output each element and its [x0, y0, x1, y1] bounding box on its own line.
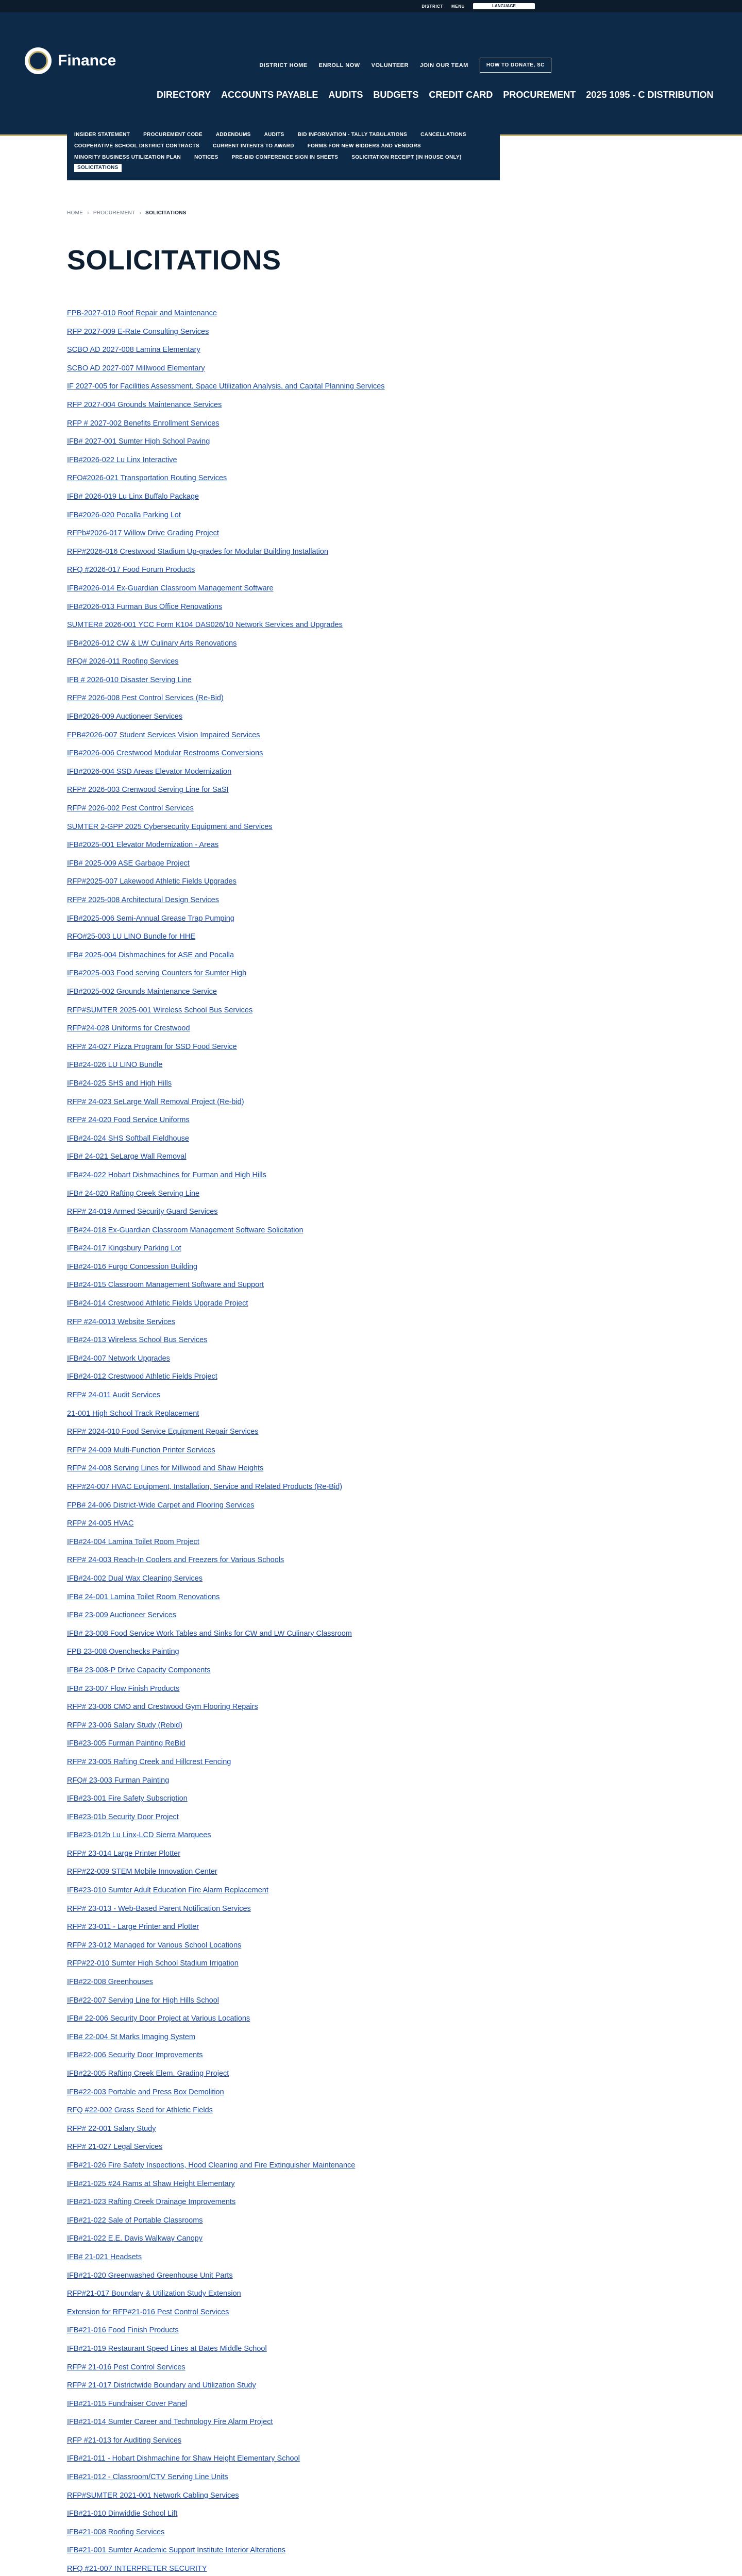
district-seal-icon: [25, 47, 52, 74]
list-item: [67, 1867, 385, 1885]
solicitation-link[interactable]: IFB#23-01b Security Door Project: [67, 1812, 179, 1821]
solicitation-link[interactable]: RFP# 24-020 Food Service Uniforms: [67, 1116, 190, 1125]
list-item: [67, 1977, 385, 1995]
solicitation-link[interactable]: IFB # 2026-010 Disaster Serving Line: [67, 675, 192, 684]
solicitation-link[interactable]: IFB#21-022 E.E. Davis Walkway Canopy: [67, 2234, 203, 2243]
solicitation-link[interactable]: RFP# 2026-008 Pest Control Services (Re-Bid): [67, 694, 224, 703]
list-item: [67, 2435, 385, 2454]
solicitation-link[interactable]: IFB# 24-020 Rafting Creek Serving Line: [67, 1189, 200, 1198]
solicitation-link[interactable]: IFB#22-006 Security Door Improvements: [67, 2051, 203, 2060]
util-district-link[interactable]: DISTRICT: [421, 4, 444, 9]
language-select[interactable]: LANGUAGE: [473, 3, 535, 9]
list-item: [67, 2564, 385, 2576]
solicitation-link[interactable]: RFP# 23-011 - Large Printer and Plotter: [67, 1923, 199, 1931]
solicitation-link[interactable]: IFB#22-008 Greenhouses: [67, 1978, 153, 1987]
nav-audits[interactable]: AUDITS: [328, 90, 363, 100]
solicitation-link[interactable]: RFP# 22-001 Salary Study: [67, 2124, 156, 2133]
list-item: [67, 418, 385, 437]
solicitation-link[interactable]: Extension for RFP#21-016 Pest Control Services: [67, 2308, 229, 2316]
site-header: [0, 12, 742, 136]
donate-button[interactable]: HOW TO DONATE, SC: [480, 58, 551, 73]
procurement-submenu: [67, 126, 500, 180]
list-item: [67, 1133, 385, 1152]
solicitation-link[interactable]: IFB# 24-001 Lamina Toilet Room Renovations: [67, 1592, 220, 1601]
solicitation-link[interactable]: RFP# 2026-002 Pest Control Services: [67, 804, 194, 813]
solicitation-link[interactable]: IFB# 23-008-P Drive Capacity Components: [67, 1666, 211, 1674]
solicitation-link[interactable]: IFB#2026-004 SSD Areas Elevator Modernization: [67, 767, 232, 776]
list-item: [67, 1922, 385, 1940]
submenu-notices[interactable]: NOTICES: [194, 155, 218, 160]
solicitation-link[interactable]: IFB#21-014 Sumter Career and Technology Fire Alarm Project: [67, 2418, 273, 2427]
list-item: [67, 2289, 385, 2307]
list-item: [67, 2490, 385, 2509]
list-item: [67, 876, 385, 895]
list-item: [67, 2509, 385, 2527]
solicitation-link[interactable]: RFP# 23-014 Large Printer Plotter: [67, 1849, 181, 1858]
list-item: [67, 528, 385, 547]
solicitation-link[interactable]: RFP#21-017 Boundary & Utilization Study Extension: [67, 2290, 241, 2298]
list-item: [67, 620, 385, 638]
solicitation-link[interactable]: IFB# 22-004 St Marks Imaging System: [67, 2032, 196, 2041]
submenu-solicitation-receipt[interactable]: SOLICITATION RECEIPT (IN HOUSE ONLY): [351, 155, 462, 160]
list-item: [67, 987, 385, 1005]
list-item: [67, 1738, 385, 1757]
submenu-addendums[interactable]: ADDENDUMS: [215, 132, 251, 138]
solicitation-link[interactable]: IFB#22-003 Portable and Press Box Demolition: [67, 2088, 224, 2096]
list-item: [67, 1757, 385, 1775]
list-item: [67, 803, 385, 822]
list-item: [67, 1830, 385, 1849]
list-item: [67, 1885, 385, 1904]
list-item: [67, 510, 385, 529]
breadcrumb: [67, 210, 187, 216]
list-item: [67, 1665, 385, 1684]
list-item: [67, 1097, 385, 1115]
utility-bar: [0, 0, 742, 12]
solicitation-link[interactable]: RFP# 23-005 Rafting Creek and Hillcrest Fencing: [67, 1757, 231, 1766]
list-item: [67, 1720, 385, 1739]
solicitation-link[interactable]: FPB-2027-010 Roof Repair and Maintenance: [67, 309, 217, 317]
solicitation-link[interactable]: IFB#24-017 Kingsbury Parking Lot: [67, 1244, 181, 1253]
solicitation-link[interactable]: IFB#21-012 - Classroom/CTV Serving Line Units: [67, 2473, 228, 2482]
solicitation-link[interactable]: RFP# 24-005 HVAC: [67, 1519, 134, 1528]
solicitation-link[interactable]: IFB#2026-009 Auctioneer Services: [67, 713, 183, 721]
list-item: [67, 2362, 385, 2381]
list-item: [67, 2160, 385, 2179]
solicitation-link[interactable]: IFB#21-010 Dinwiddie School Lift: [67, 2510, 178, 2518]
list-item: [67, 1684, 385, 1702]
solicitation-link[interactable]: RFP# 2025-008 Architectural Design Services: [67, 896, 219, 904]
solicitation-link[interactable]: IFB#21-001 Sumter Academic Support Institute Interior Alterations: [67, 2546, 285, 2555]
solicitation-link[interactable]: IFB#2026-020 Pocalla Parking Lot: [67, 511, 181, 519]
solicitation-link[interactable]: IFB# 23-009 Auctioneer Services: [67, 1611, 176, 1620]
solicitation-link[interactable]: RFP# 2024-010 Food Service Equipment Repair Services: [67, 1428, 259, 1436]
solicitation-link[interactable]: RFP# 21-016 Pest Control Services: [67, 2363, 185, 2371]
submenu-cooperative-contracts[interactable]: COOPERATIVE SCHOOL DISTRICT CONTRACTS: [74, 143, 199, 149]
list-item: [67, 913, 385, 932]
breadcrumb-home[interactable]: HOME: [67, 210, 83, 216]
submenu-row: [74, 154, 493, 172]
solicitation-link[interactable]: RFP #24-0013 Website Services: [67, 1317, 175, 1326]
solicitation-link[interactable]: IFB#21-022 Sale of Portable Classrooms: [67, 2216, 203, 2225]
solicitation-link[interactable]: RFQ #2026-017 Food Forum Products: [67, 566, 195, 574]
list-item: [67, 1060, 385, 1078]
join-our-team-link[interactable]: JOIN OUR TEAM: [419, 62, 468, 69]
solicitation-link[interactable]: IFB# 23-007 Flow Finish Products: [67, 1684, 180, 1693]
solicitation-link[interactable]: RFP#SUMTER 2021-001 Network Cabling Services: [67, 2491, 239, 2500]
submenu-procurement-code[interactable]: PROCUREMENT CODE: [143, 132, 203, 138]
submenu-audits[interactable]: AUDITS: [264, 132, 284, 138]
list-item: [67, 2325, 385, 2344]
list-item: [67, 2087, 385, 2106]
solicitation-link[interactable]: IFB# 24-021 SeLarge Wall Removal: [67, 1153, 187, 1161]
list-item: [67, 400, 385, 418]
solicitation-link[interactable]: RFP# 24-009 Multi-Function Printer Services: [67, 1446, 215, 1454]
solicitation-link[interactable]: RFP# 23-006 CMO and Crestwood Gym Flooring Repairs: [67, 1703, 258, 1711]
volunteer-link[interactable]: VOLUNTEER: [371, 62, 409, 69]
list-item: [67, 1189, 385, 1207]
list-item: [67, 931, 385, 950]
solicitation-link[interactable]: SCBO AD 2027-007 Millwood Elementary: [67, 364, 205, 372]
breadcrumb-procurement[interactable]: PROCUREMENT: [93, 210, 136, 216]
list-item: [67, 2344, 385, 2362]
list-item: [67, 565, 385, 583]
list-item: [67, 2050, 385, 2069]
submenu-intents-to-award[interactable]: CURRENT INTENTS TO AWARD: [212, 143, 294, 149]
solicitation-link[interactable]: IFB#21-023 Rafting Creek Drainage Improvements: [67, 2198, 236, 2207]
enroll-now-link[interactable]: ENROLL NOW: [318, 62, 360, 69]
solicitation-link[interactable]: RFP#24-007 HVAC Equipment, Installation, Service and Related Products (Re-Bid): [67, 1483, 343, 1491]
list-item: [67, 2215, 385, 2234]
solicitation-link[interactable]: RFP# 24-027 Pizza Program for SSD Food Service: [67, 1042, 237, 1051]
solicitation-link[interactable]: IFB#24-004 Lamina Toilet Room Project: [67, 1537, 199, 1546]
solicitation-link[interactable]: FPB#2026-007 Student Services Vision Impaired Services: [67, 731, 260, 739]
list-item: [67, 1958, 385, 1977]
list-item: [67, 1151, 385, 1170]
submenu-prebid-sign-in[interactable]: PRE-BID CONFERENCE SIGN IN SHEETS: [231, 155, 339, 160]
submenu-solicitations[interactable]: SOLICITATIONS: [74, 164, 122, 172]
solicitation-link[interactable]: IFB#23-005 Furman Painting ReBid: [67, 1739, 185, 1748]
nav-budgets[interactable]: BUDGETS: [373, 90, 419, 100]
list-item: [67, 2032, 385, 2050]
list-item: [67, 2105, 385, 2124]
list-item: [67, 492, 385, 510]
solicitation-link[interactable]: IFB#21-025 #24 Rams at Shaw Height Elementary: [67, 2179, 235, 2188]
solicitation-link[interactable]: IFB# 2026-019 Lu Linx Buffalo Package: [67, 492, 199, 501]
list-item: [67, 1500, 385, 1519]
list-item: [67, 1262, 385, 1280]
submenu-cancellations[interactable]: CANCELLATIONS: [420, 132, 466, 138]
list-item: [67, 950, 385, 969]
solicitation-link[interactable]: SUMTER# 2026-001 YCC Form K104 DAS026/10 Network Services and Upgrades: [67, 621, 343, 630]
list-item: [67, 2472, 385, 2490]
solicitation-link[interactable]: IFB#23-010 Sumter Adult Education Fire Alarm Replacement: [67, 1886, 268, 1895]
solicitation-link[interactable]: RFP 2027-009 E-Rate Consulting Services: [67, 327, 209, 336]
list-item: [67, 1115, 385, 1133]
list-item: [67, 638, 385, 657]
solicitation-link[interactable]: RFQ #22-002 Grass Seed for Athletic Fields: [67, 2106, 213, 2115]
list-item: [67, 436, 385, 455]
list-item: [67, 1317, 385, 1335]
solicitation-link[interactable]: IFB#21-019 Restaurant Speed Lines at Bates Middle School: [67, 2344, 267, 2353]
list-item: [67, 1482, 385, 1500]
solicitation-link[interactable]: IF 2027-005 for Facilities Assessment, Space Utilization Analysis, and Capital Planning Services: [67, 382, 385, 391]
solicitation-link[interactable]: IFB#24-024 SHS Softball Fieldhouse: [67, 1134, 189, 1143]
list-item: [67, 2142, 385, 2160]
list-item: [67, 1940, 385, 1959]
solicitation-link[interactable]: IFB#2025-006 Semi-Annual Grease Trap Pumping: [67, 914, 234, 923]
list-item: [67, 748, 385, 767]
solicitation-link[interactable]: RFP# 2026-003 Crenwood Serving Line for SaSI: [67, 786, 229, 794]
list-item: [67, 327, 385, 345]
solicitation-link[interactable]: IFB#24-026 LU LINO Bundle: [67, 1061, 163, 1070]
solicitation-link[interactable]: RFPb#2026-017 Willow Drive Grading Project: [67, 529, 219, 538]
list-item: [67, 895, 385, 913]
solicitation-link[interactable]: IFB#24-022 Hobart Dishmachines for Furman and High Hills: [67, 1171, 266, 1179]
solicitation-link[interactable]: RFO#25-003 LU LINO Bundle for HHE: [67, 933, 196, 941]
list-item: [67, 1207, 385, 1225]
solicitation-link[interactable]: IFB#2026-006 Crestwood Modular Restrooms Conversions: [67, 749, 263, 758]
solicitation-link[interactable]: 21-001 High School Track Replacement: [67, 1409, 199, 1418]
solicitation-link[interactable]: IFB#24-013 Wireless School Bus Services: [67, 1336, 208, 1345]
solicitation-link[interactable]: RFP# 24-003 Reach-In Coolers and Freezers for Various Schools: [67, 1556, 284, 1565]
list-item: [67, 711, 385, 730]
solicitation-link[interactable]: RFP# 24-008 Serving Lines for Millwood and Shaw Heights: [67, 1464, 264, 1473]
list-item: [67, 1775, 385, 1794]
list-item: [67, 2417, 385, 2435]
nav-procurement[interactable]: PROCUREMENT: [503, 90, 576, 100]
solicitation-link[interactable]: IFB#24-018 Ex-Guardian Classroom Management Software Solicitation: [67, 1226, 303, 1234]
district-home-link[interactable]: DISTRICT HOME: [259, 62, 308, 69]
solicitation-link[interactable]: RFP # 2027-002 Benefits Enrollment Services: [67, 419, 220, 428]
list-item: [67, 2069, 385, 2087]
breadcrumb-current: SOLICITATIONS: [145, 210, 187, 216]
list-item: [67, 1463, 385, 1482]
solicitation-link[interactable]: RFQ #21-007 INTERPRETER SECURITY: [67, 2565, 207, 2573]
list-item: [67, 1793, 385, 1812]
list-item: [67, 1005, 385, 1024]
list-item: [67, 363, 385, 382]
list-item: [67, 730, 385, 749]
solicitation-link[interactable]: IFB#2025-003 Food serving Counters for Sumter High: [67, 969, 247, 978]
breadcrumb-separator-icon: ›: [87, 210, 89, 216]
list-item: [67, 840, 385, 858]
solicitation-link[interactable]: RFP# 21-017 Districtwide Boundary and Utilization Study: [67, 2381, 256, 2390]
list-item: [67, 2252, 385, 2270]
list-item: [67, 1225, 385, 1244]
solicitation-link[interactable]: IFB#2026-022 Lu Linx Interactive: [67, 455, 177, 464]
list-item: [67, 1445, 385, 1464]
submenu-minority-business-plan[interactable]: MINORITY BUSINESS UTILIZATION PLAN: [74, 155, 181, 160]
list-item: [67, 1647, 385, 1665]
submenu-row: [74, 142, 493, 150]
solicitation-link[interactable]: IFB#24-007 Network Upgrades: [67, 1354, 170, 1363]
solicitation-link[interactable]: RFP# 23-006 Salary Study (Rebid): [67, 1721, 183, 1730]
list-item: [67, 455, 385, 473]
list-item: [67, 2233, 385, 2252]
list-item: [67, 1298, 385, 1317]
nav-accounts-payable[interactable]: ACCOUNTS PAYABLE: [221, 90, 318, 100]
list-item: [67, 602, 385, 620]
list-item: [67, 2013, 385, 2032]
solicitation-link[interactable]: IFB#24-025 SHS and High Hills: [67, 1079, 172, 1088]
solicitation-link[interactable]: RFP 2027-004 Grounds Maintenance Services: [67, 400, 222, 409]
util-menu-link[interactable]: MENU: [451, 4, 465, 9]
list-item: [67, 1042, 385, 1060]
solicitation-link[interactable]: IFB#2026-014 Ex-Guardian Classroom Management Software: [67, 584, 274, 592]
breadcrumb-separator-icon: ›: [139, 210, 142, 216]
list-item: [67, 2270, 385, 2289]
nav-directory[interactable]: DIRECTORY: [157, 90, 211, 100]
solicitation-link[interactable]: IFB#2026-012 CW & LW Culinary Arts Renovations: [67, 639, 237, 648]
list-item: [67, 1427, 385, 1445]
list-item: [67, 968, 385, 987]
solicitation-link[interactable]: IFB# 2027-001 Sumter High School Paving: [67, 437, 210, 446]
list-item: [67, 1409, 385, 1427]
list-item: [67, 1335, 385, 1353]
solicitation-link[interactable]: SUMTER 2-GPP 2025 Cybersecurity Equipment and Services: [67, 822, 273, 831]
solicitation-link[interactable]: IFB#23-001 Fire Safety Subscription: [67, 1794, 188, 1803]
solicitation-link[interactable]: RFQ# 23-003 Furman Painting: [67, 1776, 170, 1785]
list-item: [67, 2399, 385, 2417]
list-item: [67, 1812, 385, 1831]
list-item: [67, 2453, 385, 2472]
list-item: [67, 1353, 385, 1372]
list-item: [67, 1995, 385, 2014]
solicitation-link[interactable]: IFB#24-016 Furgo Concession Building: [67, 1262, 198, 1271]
list-item: [67, 381, 385, 400]
solicitation-link[interactable]: IFB#22-005 Rafting Creek Elem. Grading Project: [67, 2070, 229, 2078]
solicitation-link[interactable]: RFP# 23-012 Managed for Various School Locations: [67, 1941, 242, 1950]
solicitation-link[interactable]: IFB#2026-013 Furman Bus Office Renovations: [67, 602, 223, 611]
solicitation-link[interactable]: IFB#21-020 Greenwashed Greenhouse Unit Parts: [67, 2271, 233, 2280]
solicitation-link[interactable]: IFB#21-015 Fundraiser Cover Panel: [67, 2399, 187, 2408]
list-item: [67, 2179, 385, 2197]
site-title: Finance: [58, 52, 116, 69]
solicitation-link[interactable]: RFO#2026-021 Transportation Routing Services: [67, 474, 227, 483]
list-item: [67, 1537, 385, 1555]
solicitation-link[interactable]: RFP#24-028 Uniforms for Crestwood: [67, 1024, 190, 1033]
list-item: [67, 1629, 385, 1647]
list-item: [67, 1555, 385, 1573]
list-item: [67, 675, 385, 693]
solicitation-link[interactable]: IFB#22-007 Serving Line for High Hills School: [67, 1996, 219, 2005]
list-item: [67, 583, 385, 602]
list-item: [67, 1518, 385, 1537]
list-item: [67, 2124, 385, 2142]
list-item: [67, 1904, 385, 1922]
solicitation-link[interactable]: IFB# 21-021 Headsets: [67, 2252, 142, 2261]
submenu-insider-statement[interactable]: INSIDER STATEMENT: [74, 132, 130, 138]
nav-1095c-distribution[interactable]: 2025 1095 - C DISTRIBUTION: [586, 90, 714, 100]
solicitation-link[interactable]: SCBO AD 2027-008 Lamina Elementary: [67, 346, 200, 354]
solicitation-link[interactable]: RFP#2025-007 Lakewood Athletic Fields Upgrades: [67, 877, 237, 886]
list-item: [67, 308, 385, 327]
site-logo[interactable]: [25, 47, 116, 74]
top-links: [259, 58, 551, 73]
list-item: [67, 1170, 385, 1189]
solicitation-link[interactable]: RFP# 24-011 Audit Services: [67, 1391, 161, 1400]
list-item: [67, 1702, 385, 1720]
submenu-forms-new-bidders[interactable]: FORMS FOR NEW BIDDERS AND VENDORS: [307, 143, 421, 149]
list-item: [67, 822, 385, 840]
solicitation-link[interactable]: RFP #21-013 for Auditing Services: [67, 2436, 182, 2445]
solicitation-link[interactable]: IFB#23-012b Lu Linx-LCD Sierra Marquees: [67, 1831, 211, 1840]
solicitation-link[interactable]: IFB#2025-001 Elevator Modernization - Areas: [67, 841, 219, 850]
list-item: [67, 2197, 385, 2215]
solicitation-link[interactable]: IFB#24-002 Dual Wax Cleaning Services: [67, 1574, 203, 1583]
solicitation-link[interactable]: IFB#21-011 - Hobart Dishmachine for Shaw Height Elementary School: [67, 2454, 300, 2463]
solicitation-link[interactable]: IFB#21-026 Fire Safety Inspections, Hood Cleaning and Fire Extinguisher Maintenance: [67, 2161, 356, 2170]
list-item: [67, 345, 385, 363]
solicitation-link[interactable]: IFB# 23-008 Food Service Work Tables and Sinks for CW and LW Culinary Classroom: [67, 1629, 352, 1638]
list-item: [67, 2527, 385, 2546]
solicitation-link[interactable]: IFB#24-014 Crestwood Athletic Fields Upgrade Project: [67, 1299, 248, 1308]
list-item: [67, 2307, 385, 2326]
solicitations-list: [67, 308, 385, 2576]
solicitation-link[interactable]: RFP#22-010 Sumter High School Stadium Irrigation: [67, 1959, 239, 1968]
list-item: [67, 1078, 385, 1097]
list-item: [67, 1371, 385, 1390]
list-item: [67, 1610, 385, 1629]
list-item: [67, 767, 385, 785]
submenu-row: [74, 131, 493, 139]
solicitation-link[interactable]: IFB# 2025-004 Dishmachines for ASE and Pocalla: [67, 951, 234, 959]
solicitation-link[interactable]: RFP# 24-023 SeLarge Wall Removal Project (Re-bid): [67, 1097, 244, 1106]
list-item: [67, 1243, 385, 1262]
solicitation-link[interactable]: RFP# 23-013 - Web-Based Parent Notification Services: [67, 1904, 251, 1913]
list-item: [67, 785, 385, 803]
list-item: [67, 1849, 385, 1867]
solicitation-link[interactable]: RFP# 24-019 Armed Security Guard Services: [67, 1208, 218, 1216]
submenu-bid-information[interactable]: BID INFORMATION - TALLY TABULATIONS: [297, 132, 408, 138]
solicitation-link[interactable]: IFB# 2025-009 ASE Garbage Project: [67, 859, 190, 868]
solicitation-link[interactable]: RFP#2026-016 Crestwood Stadium Up-grades for Modular Building Installation: [67, 547, 328, 556]
solicitation-link[interactable]: IFB#2025-002 Grounds Maintenance Service: [67, 987, 217, 996]
list-item: [67, 1390, 385, 1409]
list-item: [67, 1023, 385, 1042]
list-item: [67, 547, 385, 565]
solicitation-link[interactable]: IFB#21-016 Food Finish Products: [67, 2326, 179, 2335]
solicitation-link[interactable]: IFB#24-012 Crestwood Athletic Fields Project: [67, 1372, 217, 1381]
solicitation-link[interactable]: FPB 23-008 Ovenchecks Painting: [67, 1648, 179, 1656]
list-item: [67, 656, 385, 675]
list-item: [67, 473, 385, 492]
solicitation-link[interactable]: IFB#21-008 Roofing Services: [67, 2528, 165, 2536]
list-item: [67, 1280, 385, 1298]
solicitation-link[interactable]: FPB# 24-006 District-Wide Carpet and Flooring Services: [67, 1501, 255, 1510]
solicitation-link[interactable]: RFP#SUMTER 2025-001 Wireless School Bus Services: [67, 1006, 253, 1014]
list-item: [67, 693, 385, 711]
nav-credit-card[interactable]: CREDIT CARD: [429, 90, 493, 100]
list-item: [67, 2545, 385, 2564]
list-item: [67, 2380, 385, 2399]
solicitation-link[interactable]: RFP# 21-027 Legal Services: [67, 2143, 163, 2151]
solicitation-link[interactable]: IFB# 22-006 Security Door Project at Various Locations: [67, 2014, 250, 2023]
list-item: [67, 1573, 385, 1592]
list-item: [67, 1592, 385, 1611]
solicitation-link[interactable]: RFP#22-009 STEM Mobile Innovation Center: [67, 1868, 217, 1876]
main-nav: [157, 90, 714, 100]
solicitation-link[interactable]: RFQ# 2026-011 Roofing Services: [67, 657, 179, 666]
solicitation-link[interactable]: IFB#24-015 Classroom Management Software and Support: [67, 1281, 264, 1290]
page-title: SOLICITATIONS: [67, 245, 281, 276]
list-item: [67, 858, 385, 877]
